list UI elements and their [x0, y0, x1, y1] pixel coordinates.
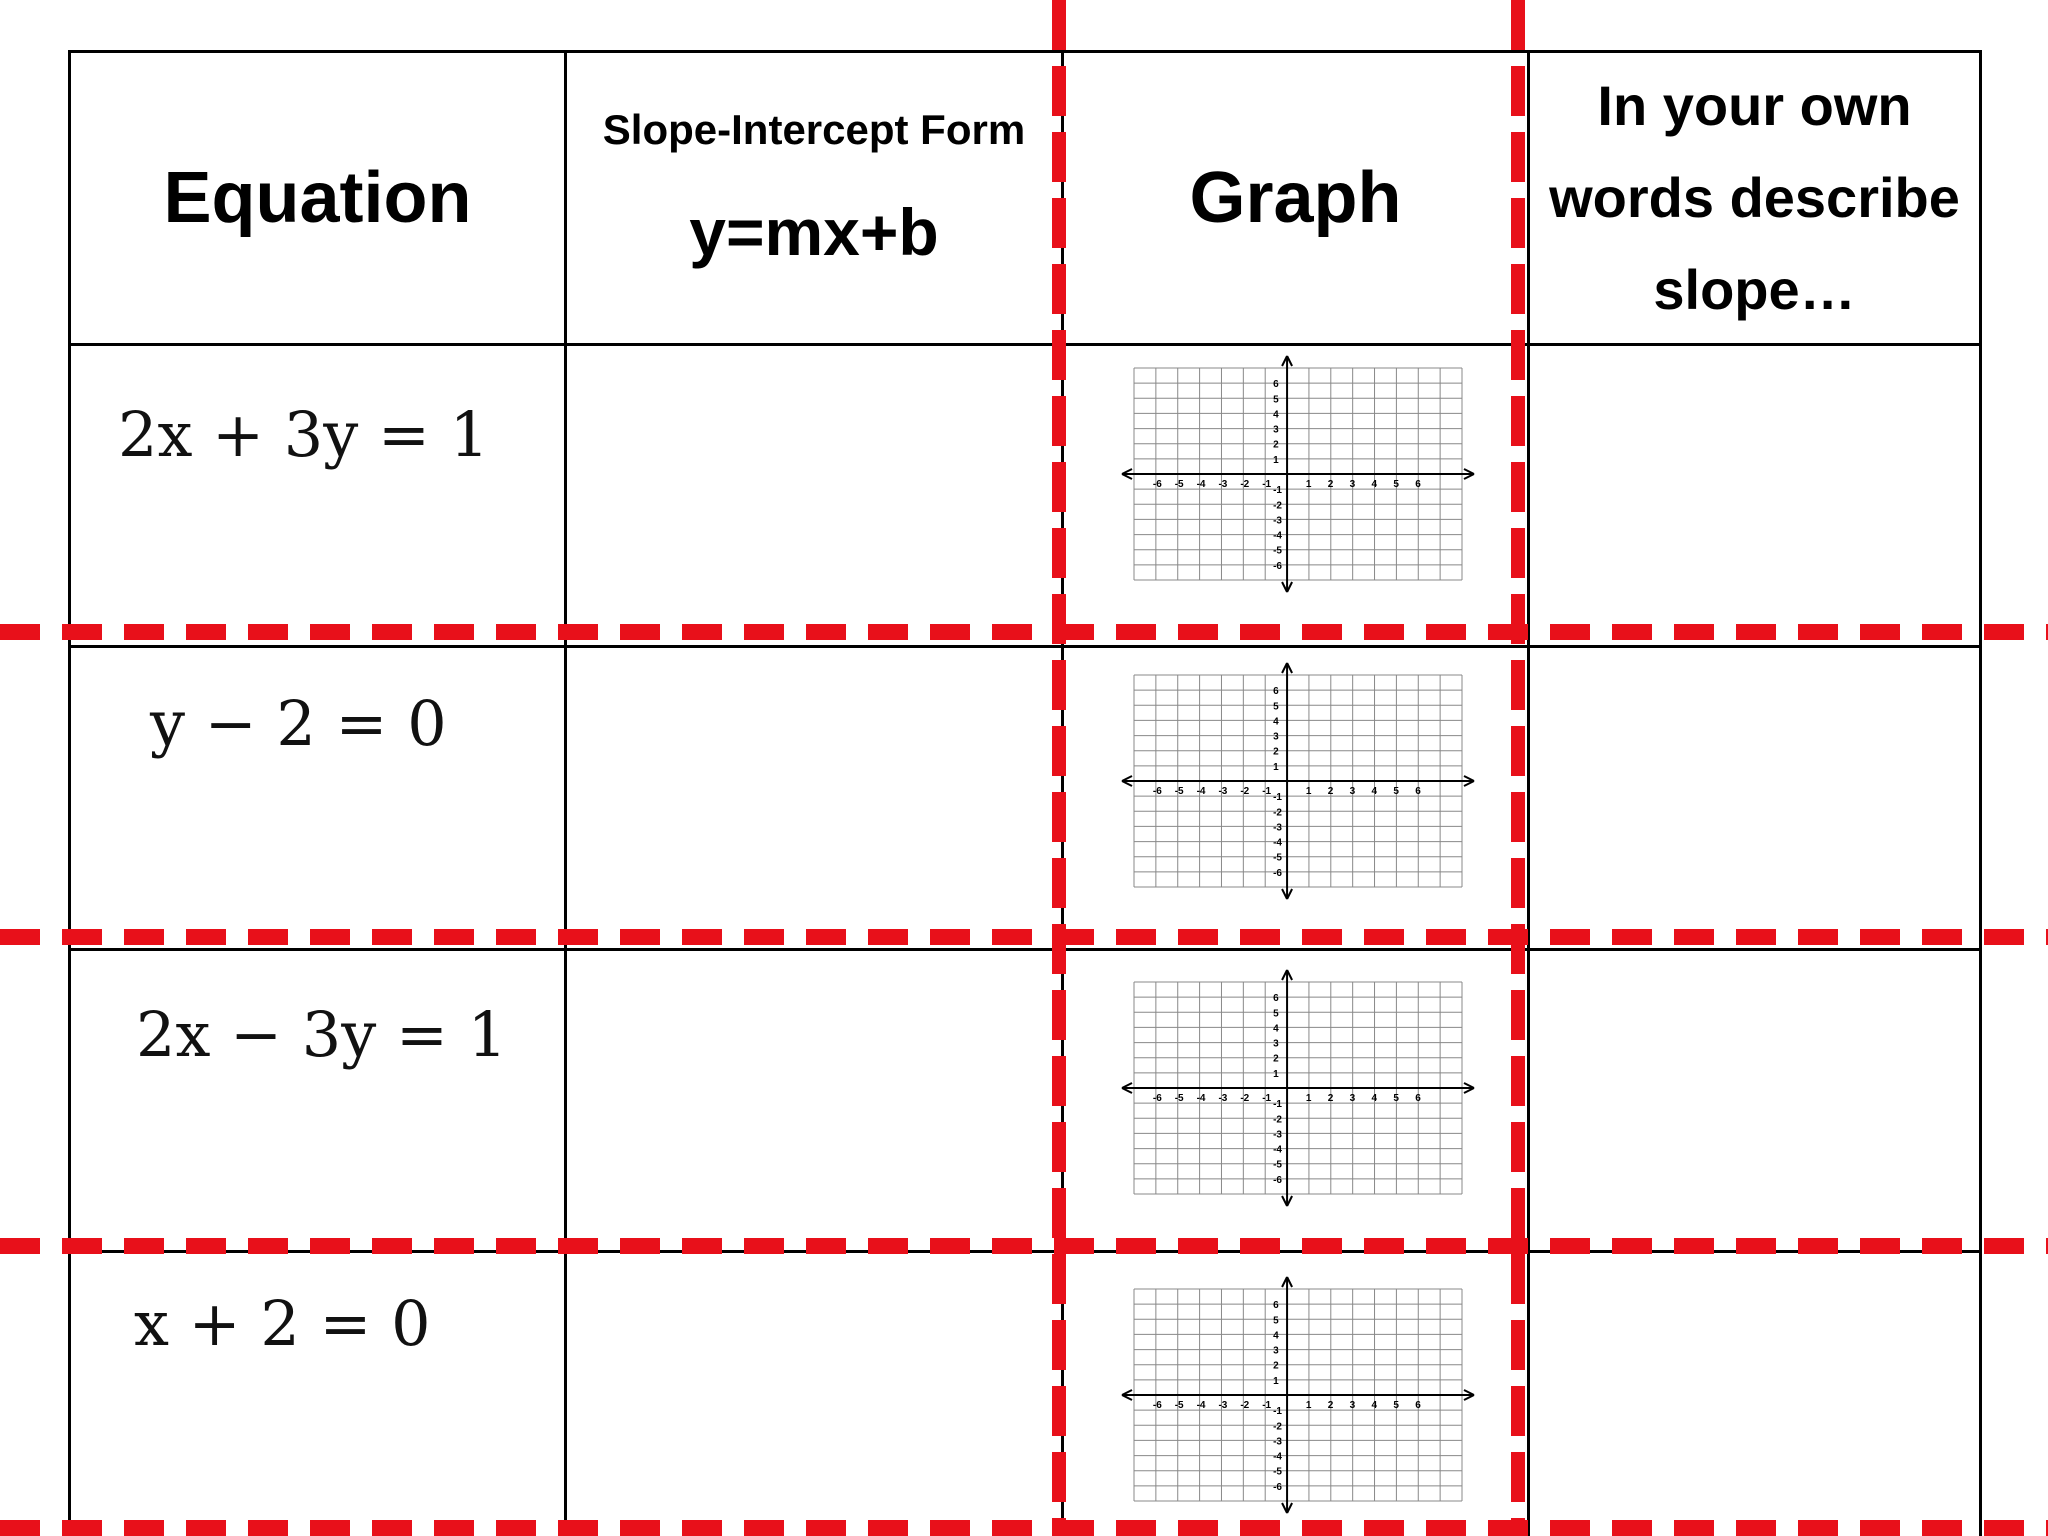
x-tick-label: 1	[1305, 1093, 1312, 1104]
header-graph-label: Graph	[1189, 158, 1402, 238]
y-tick-label: 1	[1273, 454, 1279, 466]
x-tick-label: -5	[1174, 1400, 1184, 1411]
y-tick-label: -3	[1273, 1436, 1282, 1448]
cut-line-vertical-1	[1052, 0, 1066, 1536]
x-tick-label: -4	[1196, 1093, 1206, 1104]
y-tick-label: -3	[1273, 515, 1282, 527]
y-tick-label: 2	[1273, 746, 1279, 758]
y-tick-label: -1	[1273, 1099, 1282, 1111]
y-tick-label: 4	[1273, 716, 1279, 728]
y-tick-label: 5	[1273, 1008, 1279, 1020]
x-tick-label: -2	[1240, 1093, 1250, 1104]
y-tick-label: -6	[1273, 1174, 1282, 1186]
x-tick-label: -4	[1196, 1400, 1206, 1411]
row-divider-1	[68, 645, 1982, 648]
header-bottom-border	[68, 343, 1982, 346]
x-tick-label: -5	[1174, 786, 1184, 797]
x-tick-label: -6	[1152, 479, 1162, 490]
x-tick-label: -6	[1152, 1093, 1162, 1104]
x-tick-label: 5	[1393, 786, 1399, 797]
coordinate-grid-2	[1118, 661, 1478, 901]
y-tick-label: -4	[1273, 837, 1282, 849]
y-tick-label: -5	[1273, 1159, 1282, 1171]
x-tick-label: -5	[1174, 479, 1184, 490]
y-tick-label: -6	[1273, 1481, 1282, 1493]
y-tick-label: -2	[1273, 500, 1282, 512]
y-tick-label: -2	[1273, 1114, 1282, 1126]
y-tick-label: 6	[1273, 1300, 1279, 1312]
x-tick-label: -3	[1218, 1093, 1228, 1104]
x-tick-label: -2	[1240, 786, 1250, 797]
header-slope-intercept	[567, 53, 1061, 343]
x-tick-label: 4	[1371, 1093, 1378, 1104]
y-tick-label: 3	[1273, 424, 1279, 436]
x-tick-label: -5	[1174, 1093, 1184, 1104]
x-tick-label: 1	[1305, 479, 1312, 490]
y-tick-label: -2	[1273, 807, 1282, 819]
x-tick-label: 6	[1415, 479, 1421, 490]
coordinate-grid-3	[1118, 968, 1478, 1208]
coordinate-grid-4	[1118, 1275, 1478, 1515]
x-tick-label: 1	[1305, 1400, 1312, 1411]
y-tick-label: 6	[1273, 379, 1279, 391]
cut-line-horizontal-1	[0, 624, 2048, 640]
y-tick-label: 3	[1273, 1345, 1279, 1357]
y-tick-label: 2	[1273, 1360, 1279, 1372]
axes	[1122, 1277, 1474, 1513]
x-tick-label: -1	[1262, 786, 1272, 797]
y-tick-label: -5	[1273, 852, 1282, 864]
x-tick-label: -1	[1262, 1093, 1272, 1104]
equation-3: 2x − 3y = 1	[136, 998, 508, 1071]
x-tick-label: -3	[1218, 1400, 1228, 1411]
x-tick-label: -6	[1152, 1400, 1162, 1411]
cut-line-vertical-2	[1511, 0, 1525, 1536]
y-tick-label: 5	[1273, 1315, 1279, 1327]
y-tick-label: 2	[1273, 439, 1279, 451]
y-tick-label: 4	[1273, 409, 1279, 421]
cut-line-horizontal-2	[0, 929, 2048, 945]
x-tick-label: -4	[1196, 479, 1206, 490]
x-tick-label: -3	[1218, 786, 1228, 797]
equation-4: x + 2 = 0	[134, 1287, 431, 1360]
header-describe-line-3: slope…	[1653, 258, 1856, 321]
y-tick-label: -4	[1273, 530, 1282, 542]
y-tick-label: -6	[1273, 560, 1282, 572]
y-tick-label: 6	[1273, 993, 1279, 1005]
x-tick-label: 4	[1371, 1400, 1378, 1411]
x-tick-label: 4	[1371, 786, 1378, 797]
coordinate-grid-1	[1118, 354, 1478, 594]
x-tick-label: -2	[1240, 479, 1250, 490]
x-tick-label: 5	[1393, 1400, 1399, 1411]
table-right-border	[1979, 50, 1982, 1536]
header-equation	[71, 53, 564, 343]
row-divider-2	[68, 948, 1982, 951]
y-tick-label: -2	[1273, 1421, 1282, 1433]
axes	[1122, 356, 1474, 592]
y-tick-label: 5	[1273, 394, 1279, 406]
x-tick-label: -4	[1196, 786, 1206, 797]
y-tick-label: -3	[1273, 822, 1282, 834]
x-tick-label: -1	[1262, 1400, 1272, 1411]
x-tick-label: 6	[1415, 1093, 1421, 1104]
y-tick-label: 1	[1273, 1375, 1279, 1387]
x-tick-label: 3	[1349, 1093, 1356, 1104]
x-tick-label: 5	[1393, 1093, 1399, 1104]
cut-line-horizontal-4	[0, 1520, 2048, 1536]
y-tick-label: -5	[1273, 545, 1282, 557]
y-tick-label: -1	[1273, 1406, 1282, 1418]
x-tick-label: 2	[1327, 1093, 1334, 1104]
x-tick-label: 1	[1305, 786, 1312, 797]
x-tick-label: 3	[1349, 479, 1356, 490]
y-tick-label: -4	[1273, 1451, 1282, 1463]
y-tick-label: -6	[1273, 867, 1282, 879]
axes	[1122, 663, 1474, 899]
x-tick-label: 2	[1327, 479, 1334, 490]
x-tick-label: 2	[1327, 786, 1334, 797]
y-tick-label: -1	[1273, 792, 1282, 804]
equation-1: 2x + 3y = 1	[118, 398, 490, 471]
y-tick-label: -3	[1273, 1129, 1282, 1141]
y-tick-label: 3	[1273, 1038, 1279, 1050]
x-tick-label: 4	[1371, 479, 1378, 490]
x-tick-label: -3	[1218, 479, 1228, 490]
x-tick-label: 2	[1327, 1400, 1334, 1411]
header-slope-intercept-title: Slope-Intercept Form	[602, 106, 1026, 153]
header-describe-line-1: In your own	[1597, 74, 1912, 137]
equation-2: y − 2 = 0	[150, 687, 447, 760]
y-tick-label: 4	[1273, 1023, 1279, 1035]
header-describe-slope	[1530, 53, 1979, 343]
y-tick-label: -1	[1273, 485, 1282, 497]
header-slope-intercept-formula: y=mx+b	[689, 195, 939, 269]
x-tick-label: 6	[1415, 1400, 1421, 1411]
x-tick-label: -1	[1262, 479, 1272, 490]
x-tick-label: 3	[1349, 1400, 1356, 1411]
y-tick-label: 2	[1273, 1053, 1279, 1065]
header-describe-line-2: words describe	[1549, 166, 1960, 229]
header-equation-label: Equation	[163, 158, 472, 238]
axes	[1122, 970, 1474, 1206]
y-tick-label: 6	[1273, 686, 1279, 698]
x-tick-label: 5	[1393, 479, 1399, 490]
y-tick-label: 3	[1273, 731, 1279, 743]
x-tick-label: -2	[1240, 1400, 1250, 1411]
x-tick-label: -6	[1152, 786, 1162, 797]
y-tick-label: 1	[1273, 761, 1279, 773]
y-tick-label: 5	[1273, 701, 1279, 713]
cut-line-horizontal-3	[0, 1238, 2048, 1254]
header-graph	[1064, 53, 1527, 343]
x-tick-label: 6	[1415, 786, 1421, 797]
y-tick-label: 1	[1273, 1068, 1279, 1080]
y-tick-label: -4	[1273, 1144, 1282, 1156]
x-tick-label: 3	[1349, 786, 1356, 797]
y-tick-label: 4	[1273, 1330, 1279, 1342]
y-tick-label: -5	[1273, 1466, 1282, 1478]
